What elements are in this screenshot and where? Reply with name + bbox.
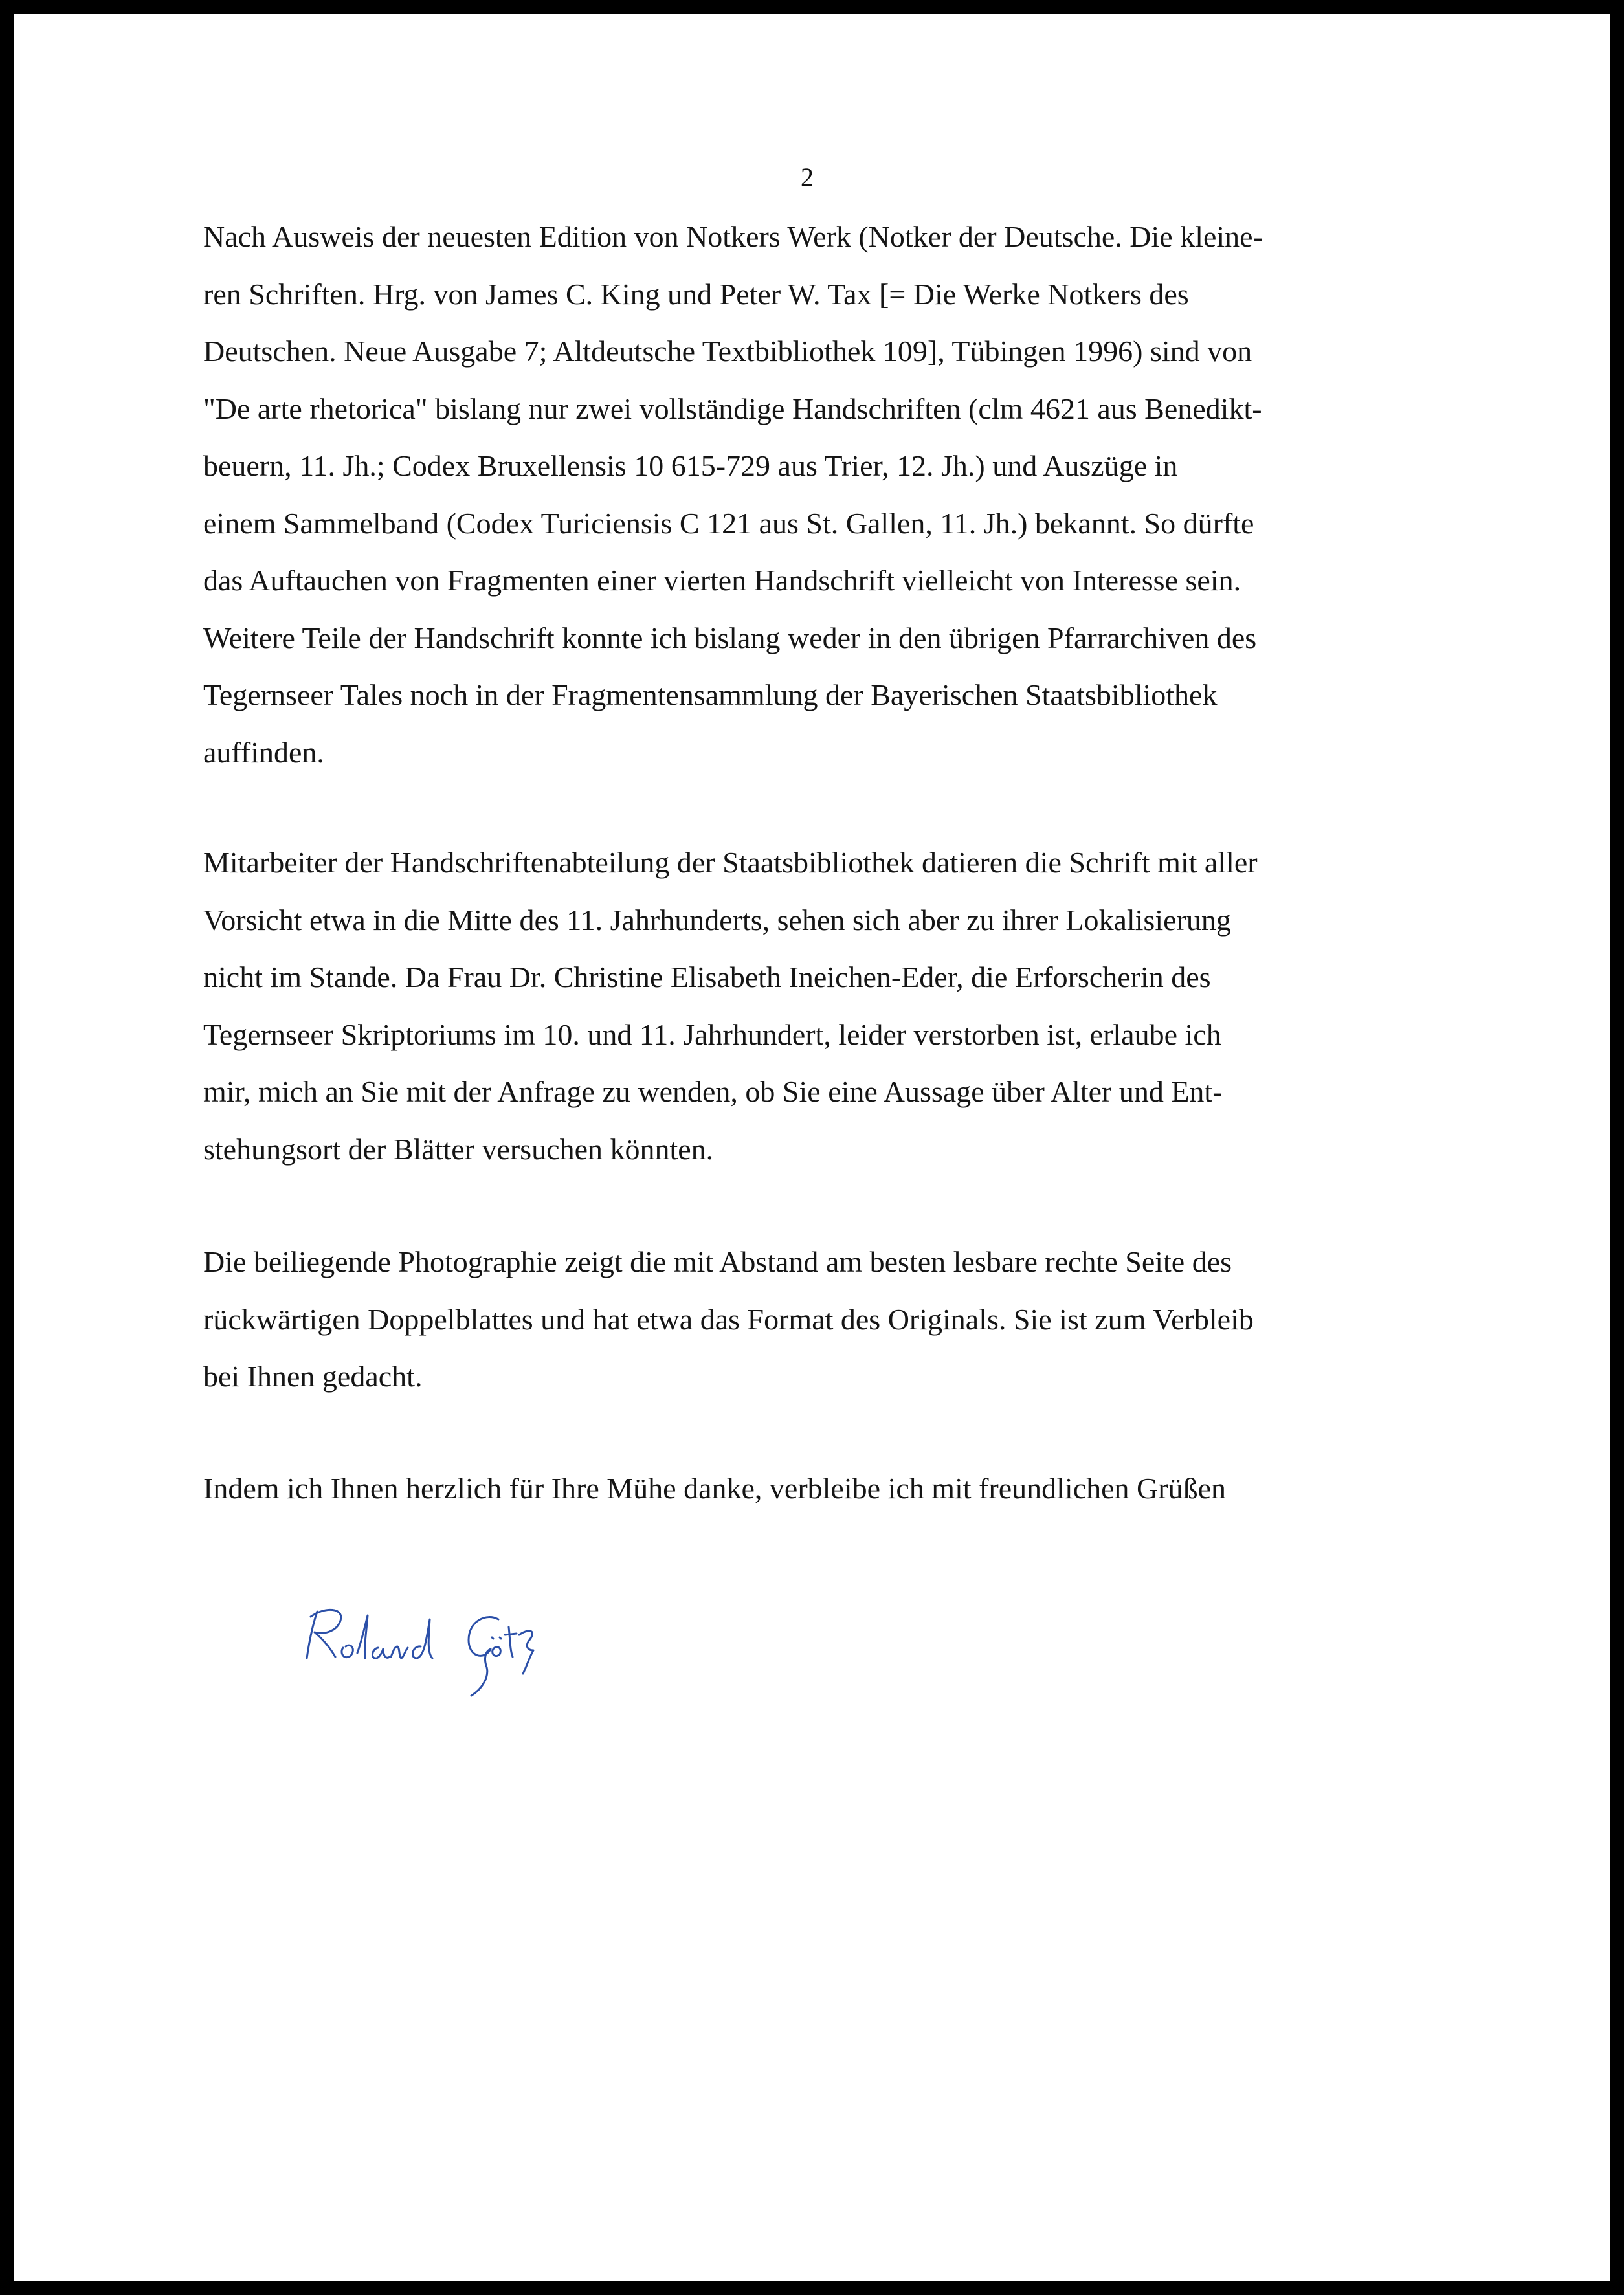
paragraph-photograph: [203, 1234, 1433, 1406]
text-line: auffinden.: [203, 735, 324, 769]
text-line: Tegernseer Skriptoriums im 10. und 11. Jahrhundert, leider verstorben ist, erlaube ich: [203, 1017, 1221, 1051]
text-line: beuern, 11. Jh.; Codex Bruxellensis 10 615-729 aus Trier, 12. Jh.) und Auszüge in: [203, 449, 1178, 482]
text-line: stehungsort der Blätter versuchen könnten.: [203, 1132, 714, 1166]
text-line: Die beiliegende Photographie zeigt die mit Abstand am besten lesbare rechte Seite des: [203, 1245, 1232, 1278]
text-line: nicht im Stande. Da Frau Dr. Christine Elisabeth Ineichen-Eder, die Erforscherin des: [203, 960, 1211, 993]
text-line: mir, mich an Sie mit der Anfrage zu wenden, ob Sie eine Aussage über Alter und Ent-: [203, 1075, 1223, 1108]
text-line: "De arte rhetorica" bislang nur zwei vollständige Handschriften (clm 4621 aus Benedikt-: [203, 392, 1262, 425]
paragraph-closing: [203, 1460, 1433, 1518]
letter-page: [14, 14, 1610, 2281]
paragraph-edition-note: [203, 208, 1433, 781]
handwritten-signature: [293, 1580, 629, 1710]
text-line: Vorsicht etwa in die Mitte des 11. Jahrhunderts, sehen sich aber zu ihrer Lokalisierung: [203, 903, 1231, 937]
text-line: ren Schriften. Hrg. von James C. King und Peter W. Tax [= Die Werke Notkers des: [203, 277, 1189, 311]
paragraph-dating-request: [203, 834, 1433, 1178]
text-line: einem Sammelband (Codex Turiciensis C 121 aus St. Gallen, 11. Jh.) bekannt. So dürfte: [203, 506, 1254, 540]
text-line: Mitarbeiter der Handschriftenabteilung der Staatsbibliothek datieren die Schrift mit aller: [203, 846, 1258, 879]
text-line: Weitere Teile der Handschrift konnte ich bislang weder in den übrigen Pfarrarchiven des: [203, 621, 1257, 654]
closing-line: Indem ich Ihnen herzlich für Ihre Mühe danke, verbleibe ich mit freundlichen Grüßen: [203, 1472, 1226, 1505]
text-line: Tegernseer Tales noch in der Fragmentensammlung der Bayerischen Staatsbibliothek: [203, 678, 1218, 711]
text-line: Nach Ausweis der neuesten Edition von Notkers Werk (Notker der Deutsche. Die kleine-: [203, 220, 1263, 253]
text-line: das Auftauchen von Fragmenten einer vierten Handschrift vielleicht von Interesse sein.: [203, 564, 1241, 597]
text-line: rückwärtigen Doppelblattes und hat etwa das Format des Originals. Sie ist zum Verbleib: [203, 1302, 1254, 1336]
text-line: Deutschen. Neue Ausgabe 7; Altdeutsche Textbibliothek 109], Tübingen 1996) sind von: [203, 335, 1252, 368]
page-number: 2: [801, 162, 815, 192]
text-line: bei Ihnen gedacht.: [203, 1360, 423, 1393]
